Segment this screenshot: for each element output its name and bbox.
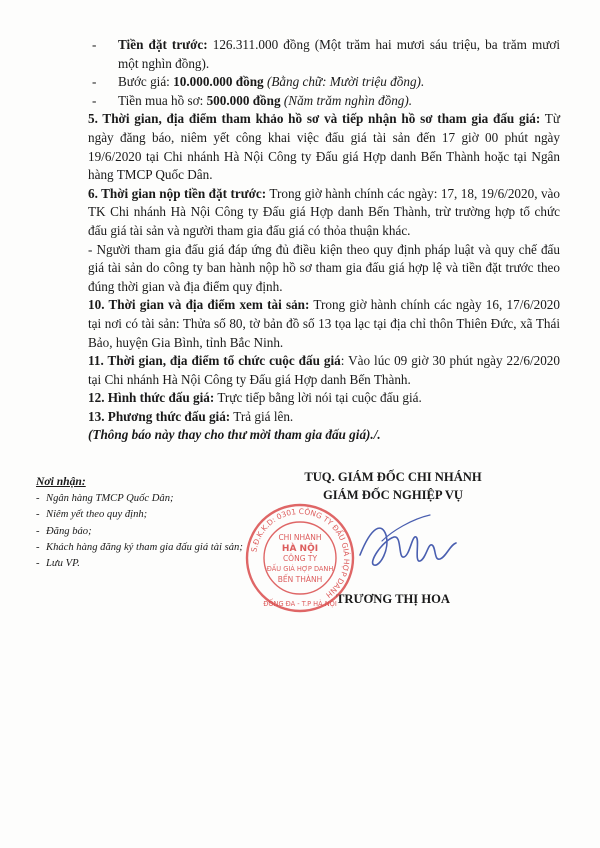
stamp-line-5: BẾN THÀNH — [277, 575, 323, 584]
dossier-words: (Năm trăm nghìn đồng). — [280, 92, 413, 108]
section-6 — [88, 185, 560, 241]
dossier-value: 500.000 đồng — [206, 92, 281, 108]
section-13 — [88, 408, 560, 427]
section-5-text: Từ ngày đăng báo, niêm yết công khai việc đấu giá tài sản đến 17 giờ 00 phút ngày 19/6/2020 tại Chi nhánh Hà Nội Công ty Đấu giá Hợp danh Bến Thành hoặc tại Ngân hàng TMCP Quốc Dân. — [88, 111, 560, 183]
recipient-item: - Ngân hàng TMCP Quốc Dân; — [36, 491, 276, 507]
stamp-line-3: CÔNG TY — [282, 554, 318, 563]
signer-role-2: GIÁM ĐỐC NGHIỆP VỤ — [322, 488, 464, 502]
section-13-title: 13. Phương thức đấu giá: — [88, 408, 231, 424]
deposit-label: Tiền đặt trước: — [118, 37, 208, 52]
stamp-ring-text: S.Đ.K.K.D: 0301 CÔNG TY ĐẤU GIÁ HỢP DANH — [249, 506, 352, 600]
announcement-body — [88, 36, 560, 445]
deposit-item — [88, 36, 560, 73]
dossier-label: Tiền mua hồ sơ: — [118, 92, 207, 108]
section-10 — [88, 296, 560, 352]
section-11-text: : Vào lúc 09 giờ 30 phút ngày 22/6/2020 tại Chi nhánh Hà Nội Công ty Đấu giá Hợp danh Bến Thành. — [88, 353, 560, 387]
recipient-item: - Khách hàng đăng ký tham gia đấu giá tài sản; — [36, 540, 276, 556]
stamp-line-2: HÀ NỘI — [281, 544, 319, 554]
section-12-title: 12. Hình thức đấu giá: — [88, 390, 215, 406]
dossier-item — [88, 92, 560, 111]
recipients-title: Nơi nhận: — [36, 475, 86, 488]
closing-note: (Thông báo này thay cho thư mời tham gia đấu giá)./. — [88, 427, 381, 443]
signer-name: TRƯƠNG THỊ HOA — [335, 592, 451, 606]
section-6-title: 6. Thời gian nộp tiền đặt trước: — [88, 185, 267, 201]
section-5-title: 5. Thời gian, địa điểm tham khảo hồ sơ và tiếp nhận hồ sơ tham gia đấu giá: — [88, 111, 541, 127]
stamp-line-4: ĐẤU GIÁ HỢP DANH — [266, 565, 334, 573]
step-value: 10.000.000 đồng — [173, 74, 264, 90]
signer-role-1: TUQ. GIÁM ĐỐC CHI NHÁNH — [304, 470, 482, 484]
recipients-block — [36, 474, 276, 572]
deposit-text: 126.311.000 đồng (Một trăm hai mươi sáu triệu, ba trăm mươi một nghìn đồng). — [118, 37, 560, 71]
section-6-text: Trong giờ hành chính các ngày: 17, 18, 19/6/2020, vào TK Chi nhánh Hà Nội Công ty Đấu giá Hợp danh Bến Thành, trừ trường hợp tổ chức đấu giá tài sản và người tham gia đấu giá có thỏa thuận khác. — [88, 185, 561, 238]
section-6-note: - Người tham gia đấu giá đáp ứng đủ điều kiện theo quy định pháp luật và quy chế đấu giá tài sản do công ty ban hành nộp hồ sơ tham gia đấu giá hợp lệ và tiền đặt trước theo đúng thời gian và địa điểm quy định. — [88, 241, 560, 294]
handwritten-signature — [352, 505, 462, 585]
section-10-text: Trong giờ hành chính các ngày 16, 17/6/2020 tại nơi có tài sản: Thửa số 80, tờ bản đồ số 13 tọa lạc tại địa chỉ thôn Thiên Đức, xã Thái Bảo, huyện Gia Bình, tỉnh Bắc Ninh. — [88, 297, 560, 350]
step-item — [88, 73, 560, 92]
section-10-title: 10. Thời gian và địa điểm xem tài sản: — [88, 297, 310, 313]
stamp-line-1: CHI NHÁNH — [278, 533, 322, 542]
section-12-text: Trực tiếp bằng lời nói tại cuộc đấu giá. — [214, 390, 422, 406]
section-11-title: 11. Thời gian, địa điểm tổ chức cuộc đấu giá — [88, 353, 341, 369]
company-stamp — [244, 502, 356, 614]
section-12 — [88, 389, 560, 408]
step-words: (Bằng chữ: Mười triệu đồng). — [263, 74, 425, 90]
recipient-item: - Lưu VP. — [36, 556, 276, 572]
recipient-item: - Niêm yết theo quy định; — [36, 507, 276, 523]
section-11 — [88, 352, 560, 389]
section-5 — [88, 110, 560, 184]
section-13-text: Trả giá lên. — [230, 408, 294, 424]
recipient-item: - Đăng báo; — [36, 524, 276, 540]
step-label: Bước giá: — [118, 74, 174, 90]
stamp-bottom-text: ĐỐNG ĐA - T.P HÀ NỘI — [263, 600, 337, 608]
